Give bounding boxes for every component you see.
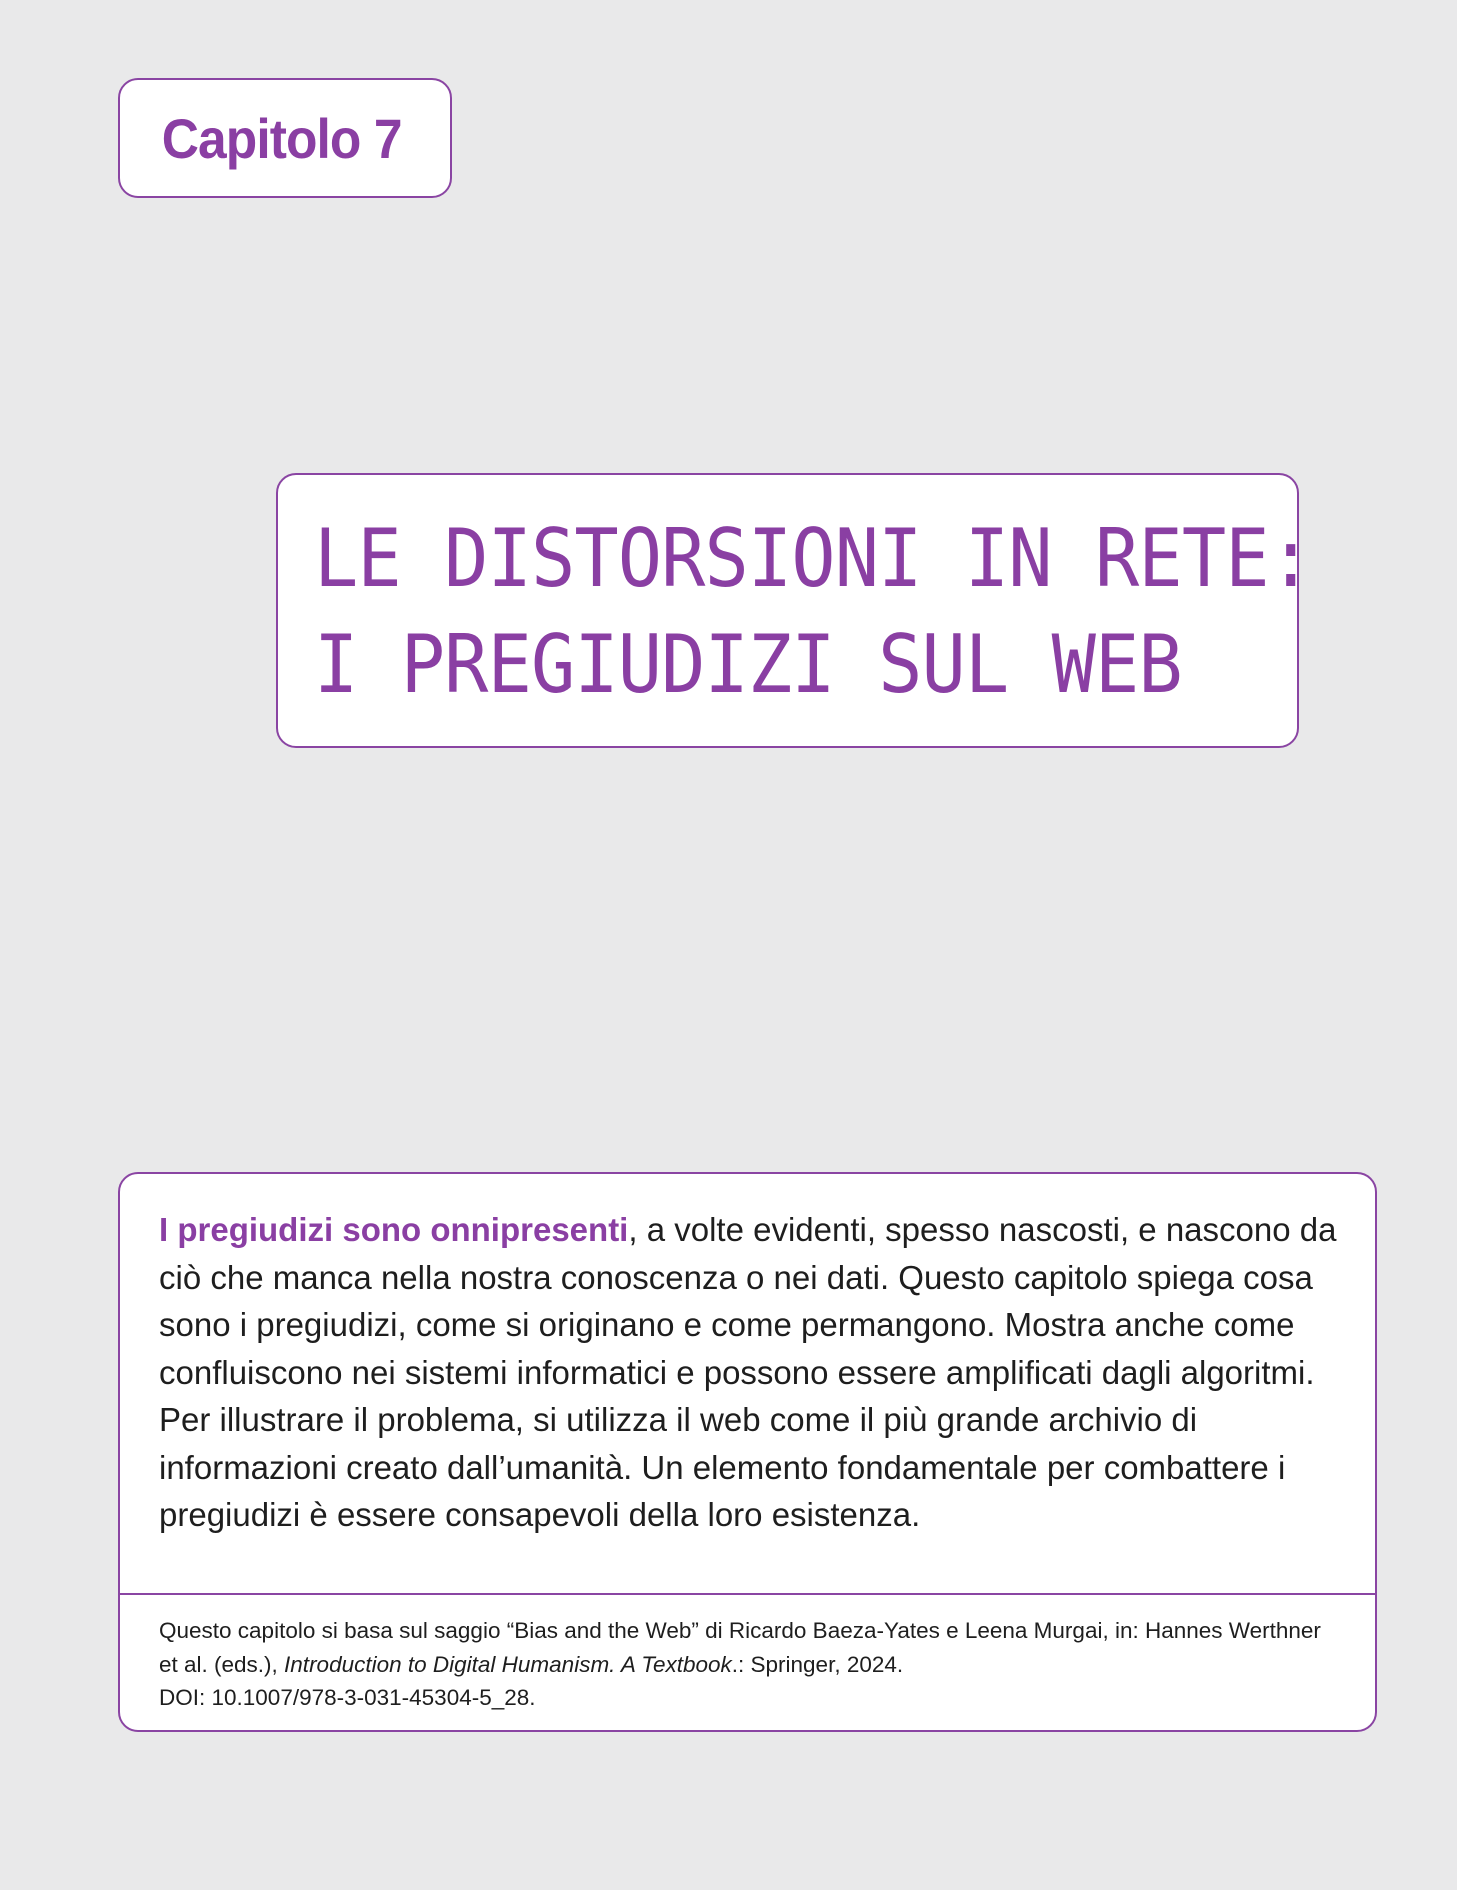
title-box [276, 473, 1312, 748]
divider [120, 1593, 1375, 1595]
source-book-title: Introduction to Digital Humanism. A Textbook [284, 1651, 732, 1677]
chapter-label: Capitolo 7 [161, 106, 402, 170]
abstract-lead: I pregiudizi sono onnipresenti [159, 1211, 629, 1248]
source-note [159, 1614, 1339, 1715]
source-prefix: Questo capitolo si basa sul saggio “Bias and the Web” di Ricardo Baeza-Yates e Leena Murgai, in: Hannes Werthner et al. (eds.), [159, 1618, 1321, 1677]
page-title-line-1: LE DISTORSIONI IN RETE: [314, 512, 1312, 605]
abstract-body: , a volte evidenti, spesso nascosti, e nascono da ciò che manca nella nostra conoscenza o nei dati. Questo capitolo spiega cosa sono i pregiudizi, come si originano e come permangono. Mostra anche come confluiscono nei sistemi informatici e possono essere amplificati dagli algoritmi. Per illustrare il problema, si utilizza il web come il più grande archivio di informazioni creato dall’umanità. Un elemento fondamentale per combattere i pregiudizi è essere consapevoli della loro esistenza. [159, 1211, 1337, 1533]
source-doi: DOI: 10.1007/978-3-031-45304-5_28. [159, 1685, 536, 1710]
source-suffix: .: Springer, 2024. [731, 1651, 904, 1677]
page-title-line-2: I PREGIUDIZI SUL WEB [314, 618, 1182, 711]
abstract-box [118, 1172, 1377, 1732]
abstract-paragraph [159, 1206, 1339, 1539]
chapter-badge [118, 78, 452, 198]
